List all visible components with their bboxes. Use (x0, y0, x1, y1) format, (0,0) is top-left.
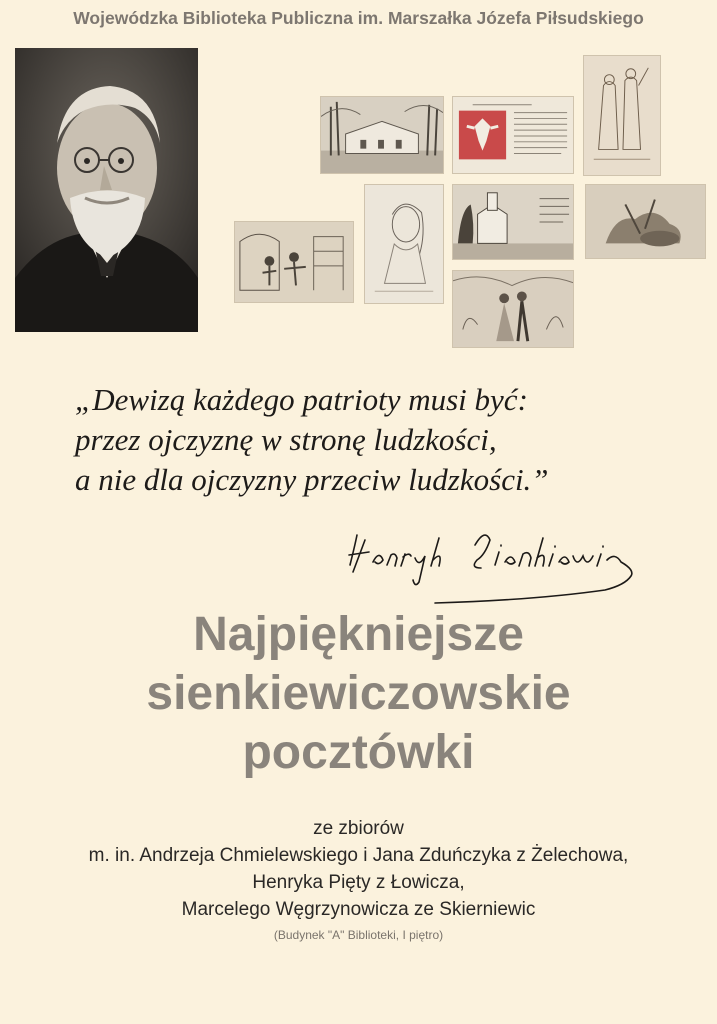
author-portrait-photo (15, 48, 198, 332)
postcard-woman-portrait-sketch (364, 184, 444, 304)
postcard-church-building (452, 184, 574, 260)
patriot-quote (75, 380, 695, 500)
postcard-knights-scene (234, 221, 354, 303)
credits-line: Henryka Pięty z Łowicza, (252, 872, 465, 893)
credits-line: Marcelego Węgrzynowicza ze Skierniewic (181, 899, 536, 920)
title-line: Najpiękniejsze (193, 608, 524, 661)
postcard-couple-scene (452, 270, 574, 348)
postcard-manor-house (320, 96, 444, 174)
quote-line: a nie dla ojczyzny przeciw ludzkości.” (75, 462, 549, 497)
quote-line: przez ojczyznę w stronę ludzkości, (75, 422, 497, 457)
author-signature (335, 510, 675, 615)
credits-line: ze zbiorów (313, 818, 404, 839)
credits-line: m. in. Andrzeja Chmielewskiego i Jana Zduńczyka z Żelechowa, (88, 845, 629, 866)
title-line: pocztówki (242, 726, 475, 779)
collections-credits (0, 815, 717, 923)
title-line: sienkiewiczowskie (146, 667, 571, 720)
postcard-figures-sketch (583, 55, 661, 176)
exhibition-title (0, 605, 717, 782)
postcard-red-banner-eagle (452, 96, 574, 174)
location-note: (Budynek "A" Biblioteki, I piętro) (273, 928, 444, 942)
postcard-battle-scene (585, 184, 706, 259)
library-name-header: Wojewódzka Biblioteka Publiczna im. Marszałka Józefa Piłsudskiego (73, 8, 644, 28)
quote-line: „Dewizą każdego patrioty musi być: (75, 382, 528, 417)
